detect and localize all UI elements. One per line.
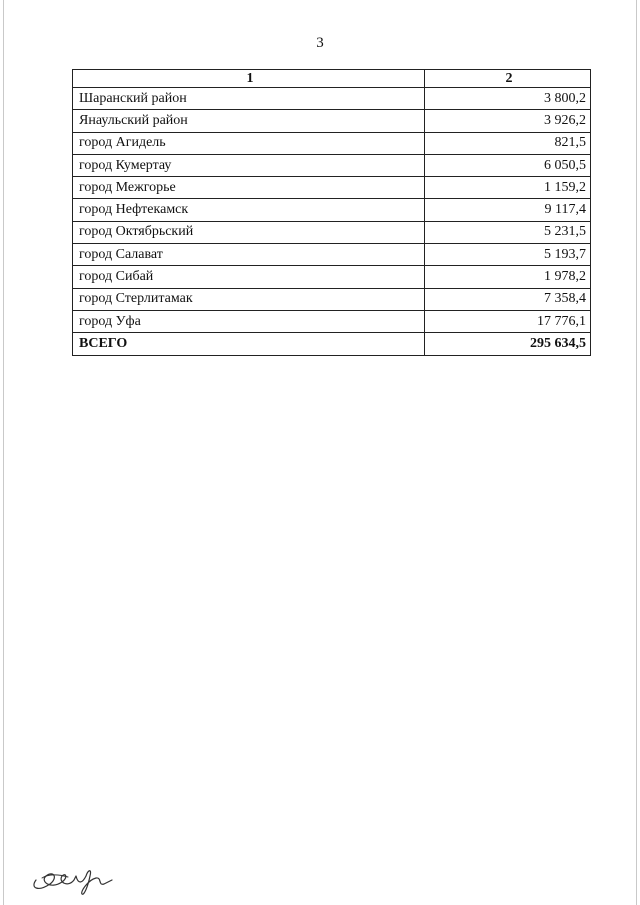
table-row: [73, 288, 591, 310]
municipality-name: город Кумертау: [73, 154, 425, 176]
table-row: [73, 177, 591, 199]
page-edge-left: [3, 0, 4, 905]
municipality-name: город Агидель: [73, 132, 425, 154]
amount-value: 9 117,4: [425, 199, 591, 221]
total-row: [73, 333, 591, 355]
total-label: ВСЕГО: [73, 333, 425, 355]
total-value: 295 634,5: [425, 333, 591, 355]
amount-value: 1 159,2: [425, 177, 591, 199]
amount-value: 5 231,5: [425, 221, 591, 243]
table-row: [73, 310, 591, 332]
table-row: [73, 221, 591, 243]
amount-value: 6 050,5: [425, 154, 591, 176]
municipality-name: город Стерлитамак: [73, 288, 425, 310]
column-header-2: 2: [425, 70, 591, 88]
amount-value: 17 776,1: [425, 310, 591, 332]
municipality-name: Янаульский район: [73, 110, 425, 132]
municipality-name: город Сибай: [73, 266, 425, 288]
amount-value: 3 800,2: [425, 88, 591, 110]
column-header-1: 1: [73, 70, 425, 88]
municipality-name: город Межгорье: [73, 177, 425, 199]
table-row: [73, 266, 591, 288]
municipality-name: город Салават: [73, 244, 425, 266]
table-row: [73, 154, 591, 176]
amount-value: 821,5: [425, 132, 591, 154]
amount-value: 5 193,7: [425, 244, 591, 266]
municipality-name: город Октябрьский: [73, 221, 425, 243]
table-row: [73, 199, 591, 221]
amount-value: 7 358,4: [425, 288, 591, 310]
page-number: 3: [316, 35, 324, 51]
amount-value: 1 978,2: [425, 266, 591, 288]
municipality-name: Шаранский район: [73, 88, 425, 110]
amount-value: 3 926,2: [425, 110, 591, 132]
municipality-name: город Нефтекамск: [73, 199, 425, 221]
table-row: [73, 132, 591, 154]
table-row: [73, 244, 591, 266]
data-table: [72, 69, 591, 356]
table-row: [73, 110, 591, 132]
table-header-row: [73, 70, 591, 88]
handwritten-signature-icon: [28, 858, 138, 898]
municipality-name: город Уфа: [73, 310, 425, 332]
page-edge-right: [636, 0, 637, 905]
table-row: [73, 88, 591, 110]
